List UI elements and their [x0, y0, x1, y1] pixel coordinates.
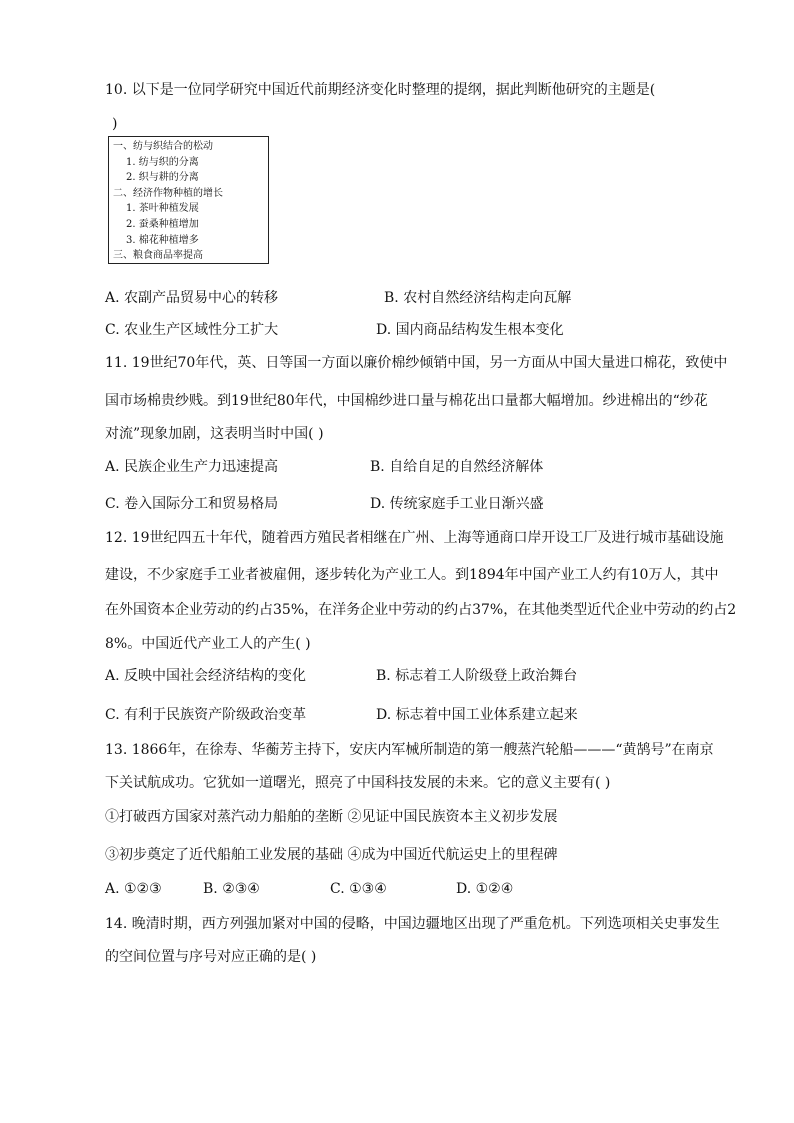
q10-option-d: D. 国内商品结构发生根本变化 — [376, 322, 564, 338]
q12-stem-line-4: 8%。中国近代产业工人的产生( ) — [105, 636, 311, 652]
outline-heading: 三、粮食商品率提高 — [113, 250, 203, 262]
q10-option-a: A. 农副产品贸易中心的转移 — [105, 290, 279, 306]
q10-stem-line-2: ) — [112, 116, 118, 132]
q11-option-c: C. 卷入国际分工和贸易格局 — [105, 496, 279, 512]
q13-stem-line-2: 下关试航成功。它犹如一道曙光，照亮了中国科技发展的未来。它的意义主要有( ) — [105, 775, 611, 791]
q10-option-c: C. 农业生产区域性分工扩大 — [105, 322, 279, 338]
q13-option-b: B. ②③④ — [203, 881, 260, 897]
outline-item: 2. 蚕桑种植增加 — [126, 218, 199, 230]
q10-stem-line-1: 10. 以下是一位同学研究中国近代前期经济变化时整理的提纲，据此判断他研究的主题是( — [105, 82, 656, 98]
q12-option-c: C. 有利于民族资产阶级政治变革 — [105, 707, 307, 723]
outline-item: 2. 织与耕的分离 — [126, 172, 199, 184]
q13-stem-line-1: 13. 1866年，在徐寿、华蘅芳主持下，安庆内军械所制造的第一艘蒸汽轮船———“黄鹄号”在南京 — [105, 742, 714, 758]
q10-outline-box — [108, 136, 269, 264]
q12-option-b: B. 标志着工人阶级登上政治舞台 — [376, 668, 578, 684]
q14-stem-line-2: 的空间位置与序号对应正确的是( ) — [105, 949, 317, 965]
q13-item-line-1: ①打破西方国家对蒸汽动力船舶的垄断 ②见证中国民族资本主义初步发展 — [105, 809, 558, 825]
q13-option-a: A. ①②③ — [105, 881, 162, 897]
q12-option-d: D. 标志着中国工业体系建立起来 — [376, 707, 578, 723]
outline-item: 1. 纺与织的分离 — [126, 156, 199, 168]
q11-stem-line-3: 对流”现象加剧，这表明当时中国( ) — [105, 426, 324, 442]
q12-stem-line-3: 在外国资本企业劳动的约占35%，在洋务企业中劳动的约占37%，在其他类型近代企业中劳动的约占2 — [105, 602, 737, 618]
q12-stem-line-1: 12. 19世纪四五十年代，随着西方殖民者相继在广州、上海等通商口岸开设工厂及进行城市基础设施 — [105, 530, 724, 546]
outline-heading: 一、纺与织结合的松动 — [113, 141, 213, 152]
q10-option-b: B. 农村自然经济结构走向瓦解 — [384, 290, 572, 306]
outline-item: 3. 棉花种植增多 — [126, 234, 199, 246]
q13-option-c: C. ①③④ — [330, 881, 387, 897]
q12-option-a: A. 反映中国社会经济结构的变化 — [105, 668, 307, 684]
q11-stem-line-1: 11. 19世纪70年代，英、日等国一方面以廉价棉纱倾销中国，另一方面从中国大量进口棉花，致使中 — [105, 355, 728, 371]
q11-option-d: D. 传统家庭手工业日渐兴盛 — [370, 496, 544, 512]
q14-stem-line-1: 14. 晚清时期，西方列强加紧对中国的侵略，中国边疆地区出现了严重危机。下列选项相关史事发生 — [105, 916, 720, 932]
q11-option-b: B. 自给自足的自然经济解体 — [370, 459, 544, 475]
q13-item-line-2: ③初步奠定了近代船舶工业发展的基础 ④成为中国近代航运史上的里程碑 — [105, 847, 558, 863]
q11-option-a: A. 民族企业生产力迅速提高 — [105, 459, 279, 475]
q12-stem-line-2: 建设，不少家庭手工业者被雇佣，逐步转化为产业工人。到1894年中国产业工人约有10万人，其中 — [105, 567, 719, 583]
q11-stem-line-2: 国市场棉贵纱贱。到19世纪80年代，中国棉纱进口量与棉花出口量都大幅增加。纱进棉出的“纱花 — [105, 393, 708, 409]
outline-item: 1. 茶叶种植发展 — [126, 203, 199, 215]
outline-heading: 二、经济作物种植的增长 — [113, 187, 223, 199]
q13-option-d: D. ①②④ — [456, 881, 514, 897]
